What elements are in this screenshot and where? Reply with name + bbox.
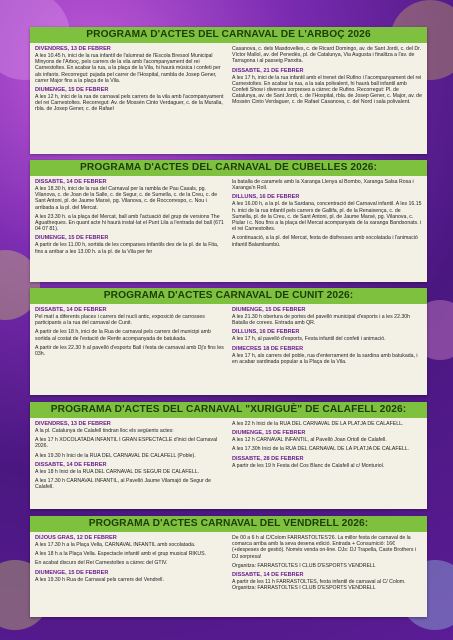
event-text: A les 19.30 h Rua de Carnaval pels carrers del Vendrell. xyxy=(35,576,164,583)
event-item xyxy=(35,551,225,557)
event-text: A les 18 h Inici de la RUA DEL CARNAVAL DE SEGUR DE CALAFELL. xyxy=(35,468,200,475)
event-text: A les 12 h CARNAVAL INFANTIL, al Pavelló Joan Ortoll de Calafell. xyxy=(232,437,387,444)
event-date: DISSABTE, 14 DE FEBRER xyxy=(35,461,107,468)
event-item xyxy=(232,68,422,106)
event-text: A les 17 h, inici de la rua infantil amb el trenet del Rufino i l'acompanyament del rei Carnestoltes. En acabar la rua, a la sala polivalent, hi haurà ball infantil amb Confeti Show i diverses sorpreses a càrrec de Rufino. Recorregut: Pl. de Catalunya, av. de Sant Jordi, c. de l'Hospital, rbla. de Josep Gener, c. Major, av. de Mossèn Cinto Verdaguer, c. de Rafael Casanova, c. del Nord i sala polivalent. xyxy=(232,74,422,106)
event-item xyxy=(232,179,422,191)
event-date: DISSABTE, 14 DE FEBRER xyxy=(35,179,107,185)
event-item xyxy=(232,307,422,326)
event-text: A continuació, a la pl. del Mercat, festa de disfresses amb xocolatada i l'animació infantil Balambambú. xyxy=(232,235,418,248)
event-text: A les 16.00 h, a la pl. de la Sardana, concentració del Carnaval infantil. A les 16.15 h. inici de la rua infantil pels carrers de Gallifa, pl. de la Renaixença, c. de Sumella, pl. de la Creu, c. de Sant Antoni, pl. de Jaume Marsé, pg. Vilanova, c. Piular i c. Nou fins a la plaça del Mercat acompanyats de la xaranga Bandsonats. i el rei Carnestoltes. xyxy=(232,201,422,233)
event-date: DILLUNS, 16 DE FEBRER xyxy=(232,329,300,336)
event-text: A les 17 h, al pavelló d'esports, Festa infantil del confeti i animació. xyxy=(232,336,386,343)
event-date: DIUMENGE, 15 DE FEBRER xyxy=(232,307,306,313)
event-item xyxy=(35,462,225,475)
event-item xyxy=(35,437,225,449)
panel-cunit xyxy=(30,288,427,395)
event-date: DIUMENGE, 15 DE FEBRER xyxy=(35,569,109,576)
event-item xyxy=(35,421,225,434)
event-item xyxy=(35,478,225,490)
event-date: DIUMENGE, 15 DE FEBRER xyxy=(35,87,109,94)
event-date: DISSABTE, 14 DE FEBRER xyxy=(35,307,107,313)
event-date: DIUMENGE, 15 DE FEBRER xyxy=(232,430,306,437)
event-text: A les 10.45 h, inici de la rua infantil de l'alumnat de l'Escola Bressol Municipal Minyons de l'Arboç, pels carrers de la vila amb l'acompanyament del rei Carnestoltes. En acabar la rua, a la plaça de la Vila, hi haurà música i confeti per als infants. Recorregut: pujada pel carrer de l'Hospital, rambla de Josep Gener, carrer Major fins a la plaça de la Vila. xyxy=(35,53,221,84)
event-item xyxy=(35,345,225,357)
event-text: A les 23.30 h. a la plaça del Mercat, ball amb l'actuació del grup de versions The Aguatheques. En quant acte hi haurà instal·lat el Punt Lila a l'entrada del ball (671 04 07 81). xyxy=(35,213,224,233)
event-text: A partir de les 18 h, inici de la Rua de carnaval pels carrers del municipi amb sortida al costat de l'estació de Renfe acompanyada de batukada. xyxy=(35,329,211,342)
event-item xyxy=(232,421,422,427)
event-item xyxy=(35,453,225,459)
event-text: A les 17.30h Inici de la RUA DEL CARNAVAL DE LA PLATJA DE CALAFELL. xyxy=(232,446,410,453)
event-text: A les 17.30 h CARNAVAL INFANTIL, al Pavelló Jaume Vilamajó de Segur de Calafell. xyxy=(35,478,211,491)
event-item xyxy=(35,329,225,341)
panel-calafell xyxy=(30,402,427,509)
panel-cubelles xyxy=(30,160,427,282)
event-item xyxy=(232,446,422,452)
event-item xyxy=(232,329,422,342)
event-item xyxy=(232,535,422,560)
event-item xyxy=(35,87,225,113)
event-item xyxy=(232,235,422,247)
event-item xyxy=(35,535,225,548)
event-item xyxy=(232,572,422,591)
event-text: A les 18 h a la Plaça Vella. Espectacle infantil amb el grup musical RIKUS. xyxy=(35,551,206,558)
event-text: A les 17 h XOCOLATADA INFANTIL I GRAN ESPECTACLE d'inici del Carnaval 2026. xyxy=(35,437,218,450)
event-text: la batalla de caramels amb la Xaranga Llenya al Bombo, Xaranga Salsa Rosa i Xaranga'n Roll. xyxy=(232,179,414,192)
event-text: A partir de les 22.30 h al pavelló d'esports Ball i festa de carnaval amb Dj's fins les 03h. xyxy=(35,344,224,358)
event-text: A partir de les 11.00 h, sortida de les comparses infantils des de la pl. de la Fita, fins a arribar a les 13.00 h. a la pl. de la Vila per fer xyxy=(35,242,219,255)
event-item xyxy=(35,214,225,233)
left-column xyxy=(35,179,225,258)
left-column xyxy=(35,46,225,116)
event-text: A les 17.30 h a la Plaça Vella, CARNAVAL INFANTIL amb xocolatada. xyxy=(35,542,196,548)
event-item xyxy=(35,46,225,84)
event-text: A les 17 h, als carrers del poble, rua d'enterrament de la sardina amb batukada, i en acabar sardinada popular a la Plaça de la Vila. xyxy=(232,352,418,365)
event-text: A partir de les 19 h Festa del Cos Blanc de Calafell al c/ Monturiol. xyxy=(232,462,385,469)
right-column xyxy=(232,46,422,116)
left-column xyxy=(35,535,225,594)
right-column xyxy=(232,421,422,493)
right-column xyxy=(232,535,422,594)
panel-title: PROGRAMA D'ACTES CARNAVAL DE CUNIT 2026: xyxy=(30,288,427,304)
event-item xyxy=(232,46,422,65)
event-text: A les 22 h Inici de la RUA DEL CARNAVAL DE LA PLATJA DE CALAFELL. xyxy=(232,421,404,427)
event-date: DIJOUS GRAS, 12 DE FEBRER xyxy=(35,535,117,541)
event-text: A les 19.30 h Inici de la RUA DEL CARNAVAL DE CALAFELL (Poble). xyxy=(35,452,196,459)
panel-title: PROGRAMA D'ACTES DEL CARNAVAL DE L'ARBOÇ 2026 xyxy=(30,27,427,43)
event-date: DIMECRES 18 DE FEBRER xyxy=(232,345,304,352)
event-item xyxy=(35,307,225,326)
panel-title: PROGRAMA D'ACTES CARNAVAL DEL VENDRELL 2026: xyxy=(30,516,427,532)
event-text: Casanova, c. dels Masdovelles, c. de Ricard Domingo, av. de Sant Jordi, c. del Dr. Víctor Mallol, av. del Penedès, pl. de Catalunya, Via Augusta i finalitza a l'av. de Tarragona i al passeig Panxita. xyxy=(232,46,422,65)
panel-vendrell xyxy=(30,516,427,617)
event-item xyxy=(232,456,422,469)
event-item xyxy=(35,235,225,254)
event-item xyxy=(35,570,225,583)
left-column xyxy=(35,421,225,493)
event-item xyxy=(232,194,422,232)
event-item xyxy=(232,346,422,365)
event-item xyxy=(232,430,422,443)
event-text: A la pl. Catalunya de Calafell tindran lloc els següents actes: xyxy=(35,428,174,434)
event-text: A les 18.30 h, inici de la rua del Carnaval per la rambla de Pau Casals, pg. Vilanova, c. de Joan de la Salle, c. de Segur, c. de Sumella, c. de la Creu, c. de Sant Antoni, pl. de Jaume Marsé, pg. Vilanova, c. de Roccorrespo, c. Nou i arribada a la pl. del Mercat. xyxy=(35,186,218,211)
event-text: A partir de les 11 h FARRASTOLTES, festa infantil de carnaval al C/ Colom. Organitza: FARRASTOLTES I CLUB D'ESPORTS VENDRELL xyxy=(232,579,406,592)
event-text: Pel matí a diferents places i carrers del nucli antic, exposició de carrosses participants a la rua del carnaval de Cunit. xyxy=(35,314,205,327)
event-text: En acabat discurs del Rei Carnestoltes a càrrec del GTIV. xyxy=(35,560,168,567)
event-text: De 00 a 6 h al C/Colom FARRASTOLTES'26. La millor festa de carnaval de la comarca arriba amb la seva desena edició. Entrada + Consumició: 16€ (+despeses de gestió). Només venda on-line. DJs: DJ Trapella, Caste Brothers i DJ sorpresa! xyxy=(232,535,417,560)
event-text: A les 12 h, inici de la rua de carnaval pels carrers de la vila amb l'acompanyament del rei Carnestoltes. Recorregut: Av. de Mossèn Cinto Verdaguer, c. de la Muralla, rbla. de Josep Gener, c. de Rafael xyxy=(35,94,224,113)
event-item xyxy=(232,563,422,569)
event-text: Organitza: FARRASTOLTES I CLUB D'ESPORTS VENDRELL xyxy=(232,562,376,569)
right-column xyxy=(232,307,422,368)
event-date: DILLUNS, 16 DE FEBRER xyxy=(232,194,300,201)
event-date: DIUMENGE, 15 DE FEBRER xyxy=(35,235,109,242)
event-date: DIVENDRES, 13 DE FEBRER xyxy=(35,421,111,427)
left-column xyxy=(35,307,225,368)
panel-title: PROGRAMA D'ACTES DEL CARNAVAL "XURIGUÈ" DE CALAFELL 2026: xyxy=(30,402,427,418)
event-date: DIVENDRES, 13 DE FEBRER xyxy=(35,46,111,52)
event-date: DISSABTE, 28 DE FEBRER xyxy=(232,455,304,462)
right-column xyxy=(232,179,422,258)
event-item xyxy=(35,560,225,566)
event-date: DISSABTE, 21 DE FEBRER xyxy=(232,67,304,74)
panel-title: PROGRAMA D'ACTES DEL CARNAVAL DE CUBELLES 2026: xyxy=(30,160,427,176)
event-item xyxy=(35,179,225,211)
panel-arboc xyxy=(30,27,427,154)
event-date: DISSABTE, 14 DE FEBRER xyxy=(232,572,304,579)
event-text: A les 21.30 h obertura de portes del pavelló municipal d'esports i a les 22.30h Batalla de corees. Entrada amb QR. xyxy=(232,314,411,327)
